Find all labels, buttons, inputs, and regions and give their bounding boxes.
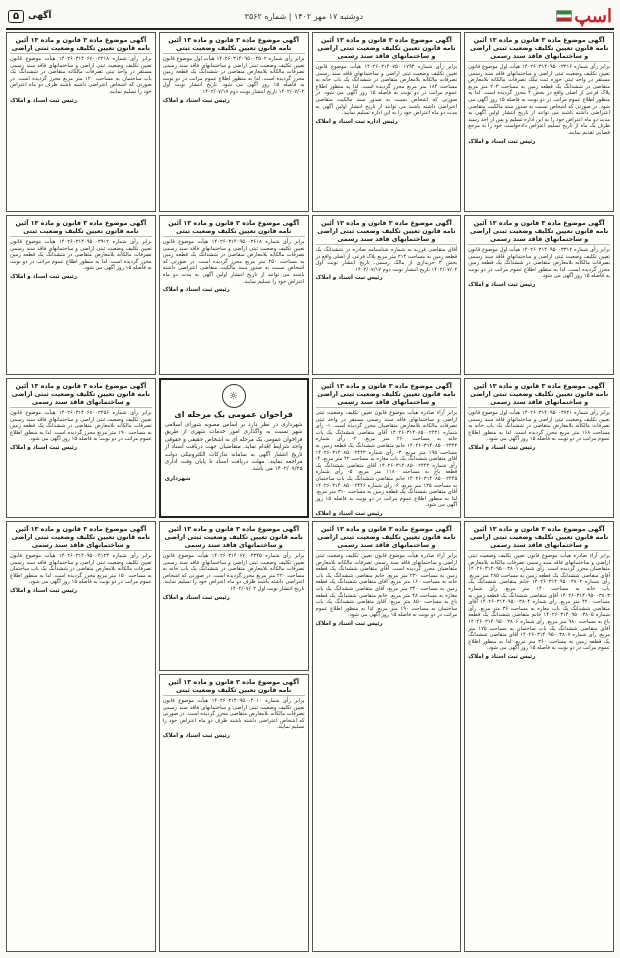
issue-date-line: دوشنبه ۱۷ مهر ۱۴۰۲ | شماره ۳۵۶۲ xyxy=(244,11,364,21)
ad-title: آگهی موضوع ماده ۳ قانون و ماده ۱۳ آئین نامه قانون تعیین تکلیف وضعیت ثبتی xyxy=(10,219,152,237)
ad-block xyxy=(159,521,309,671)
ad-block xyxy=(6,378,156,518)
ad-title: آگهی موضوع ماده ۳ قانون و ماده ۱۳ آئین نامه قانون تعیین تکلیف وضعیت ثبتی اراضی و ساختمانهای فاقد سند رسمی xyxy=(317,36,456,60)
ad-title: آگهی موضوع ماده ۳ قانون و ماده ۱۳ آئین نامه قانون تعیین تکلیف وضعیت ثبتی اراضی و ساختمانهای فاقد سند رسمی xyxy=(469,525,609,549)
ad-title: آگهی موضوع ماده ۳ قانون و ماده ۱۳ آئین نامه قانون تعیین تکلیف وضعیت ثبتی اراضی xyxy=(11,36,150,52)
page-header xyxy=(6,4,614,30)
ad-title: آگهی موضوع ماده ۳ قانون و ماده ۱۳ آئین نامه قانون تعیین تکلیف وضعیت ثبتی اراضی و ساختمانهای فاقد سند رسمی xyxy=(164,525,303,549)
ad-block xyxy=(464,521,614,952)
section-label: آگهی xyxy=(28,11,52,21)
ad-title: آگهی موضوع ماده ۳ قانون و ماده ۱۳ آئین نامه قانون تعیین تکلیف وضعیت ثبتی اراضی و ساختمانهای فاقد سند رسمی xyxy=(317,382,456,406)
ad-signature: رئیس ثبت اسناد و املاک xyxy=(10,444,78,451)
ad-signature: رئیس ثبت اسناد و املاک xyxy=(162,287,230,294)
emblem-icon: ☼ xyxy=(222,384,246,408)
ad-body: برابر آراء صادره هیأت موضوع قانون تعیین تکلیف وضعیت ثبتی اراضی و ساختمانهای فاقد سند رسمی تصرفات مالکانه بلامعارض متقاضیان محرز گردیده است. آقای متقاضی ششدانگ یک قطعه زمین به مساحت ۲۳۰ متر مربع. خانم متقاضی ششدانگ یک باب خانه به مساحت ۱۶۰ متر مربع. آقای متقاضی ششدانگ یک قطعه زمین به مساحت ۳۴۰ متر مربع. آقای متقاضی ششدانگ یک باب مغازه به مساحت ۴۸ متر مربع. خانم متقاضی ششدانگ یک قطعه باغ به مساحت ۸۵۰ متر مربع. آقای متقاضی ششدانگ یک باب ساختمان به مساحت ۱۹۰ متر مربع. لذا به منظور اطلاع عموم مراتب در دو نوبت به فاصله ۱۵ روز آگهی می شود. xyxy=(315,553,458,619)
ad-body: برابر رأی شماره ۱۴۰۲۶۰۳۱۴۰۹۵۰۰۴۰۱۰ هیأت موضوع قانون تعیین تکلیف وضعیت ثبتی اراضی و ساختمانهای فاقد سند رسمی تصرفات مالکانه بلامعارض متقاضی محرز گردیده است. در صورتی که اشخاص اعتراضی داشته باشند ظرف دو ماه اعتراض خود را تسلیم نمایند. xyxy=(162,698,305,731)
ad-body: برابر آراء صادره هیأت موضوع قانون تعیین تکلیف وضعیت ثبتی اراضی و ساختمانهای فاقد سند رسمی تصرفات مالکانه بلامعارض متقاضیان محرز گردیده است. رأی شماره ۱۴۰۲۶۰۳۱۴۰۹۵۰۰۳۸۰۱ آقای متقاضی ششدانگ یک قطعه زمین به مساحت ۲۸۵ متر مربع. رأی شماره ۱۴۰۲۶۰۳۱۴۰۹۵۰۰۳۸۰۲ خانم متقاضی ششدانگ یک باب خانه به مساحت ۱۴۰ متر مربع. رأی شماره ۱۴۰۲۶۰۳۱۴۰۹۵۰۰۳۸۰۳ آقای متقاضی ششدانگ یک قطعه زمین به مساحت ۴۲۰ متر مربع. رأی شماره ۱۴۰۲۶۰۳۱۴۰۹۵۰۰۳۸۰۴ آقای متقاضی ششدانگ یک باب مغازه به مساحت ۳۶ متر مربع. رأی شماره ۱۴۰۲۶۰۳۱۴۰۹۵۰۰۳۸۰۵ خانم متقاضی ششدانگ یک قطعه باغ به مساحت ۹۸۰ متر مربع. رأی شماره ۱۴۰۲۶۰۳۱۴۰۹۵۰۰۳۸۰۶ آقای متقاضی ششدانگ یک باب ساختمان به مساحت ۱۷۵ متر مربع. رأی شماره ۱۴۰۲۶۰۳۱۴۰۹۵۰۰۳۸۰۷ آقای متقاضی ششدانگ یک قطعه زمین به مساحت ۳۶۰ متر مربع. لذا به منظور اطلاع عموم مراتب در دو نوبت به فاصله ۱۵ روز آگهی می شود. xyxy=(468,553,611,652)
ad-signature: رئیس ثبت اسناد و املاک xyxy=(315,275,383,282)
ad-block xyxy=(159,215,309,375)
ad-block xyxy=(312,521,462,952)
page-badge xyxy=(8,10,51,23)
ad-block xyxy=(6,32,156,212)
ad-signature: رئیس ثبت اسناد و املاک xyxy=(468,281,536,288)
ad-title: آگهی موضوع ماده ۳ قانون و ماده ۱۳ آئین نامه قانون تعیین تکلیف وضعیت ثبتی xyxy=(163,36,305,54)
ad-body: آقای متقاضی فرزند به شماره شناسنامه صادره در ششدانگ یک قطعه زمین به مساحت ۲۱۴ متر مربع پلاک فرعی از اصلی واقع در بخش ۳ خریداری از مالک رسمی. تاریخ انتشار نوبت اول ۱۴۰۲/۰۷/۰۲ تاریخ انتشار نوبت دوم ۱۴۰۲/۰۷/۱۷ xyxy=(315,247,458,273)
ad-body: برابر آراء صادره هیأت موضوع قانون تعیین تکلیف وضعیت ثبتی اراضی و ساختمانهای فاقد سند رسمی مستقر در واحد ثبتی تصرفات مالکانه بلامعارض متقاضیان محرز گردیده است. ۱- رأی شماره ۱۴۰۲۶۰۳۱۴۰۸۵۰۰۲۴۴۱ آقای متقاضی ششدانگ یک باب خانه به مساحت ۲۶۰ متر مربع. ۲- رأی شماره ۱۴۰۲۶۰۳۱۴۰۸۵۰۰۲۴۴۲ خانم متقاضی ششدانگ یک قطعه زمین به مساحت ۱۹۵ متر مربع. ۳- رأی شماره ۱۴۰۲۶۰۳۱۴۰۸۵۰۰۲۴۴۳ آقای متقاضی ششدانگ یک باب مغازه به مساحت ۴۲ متر مربع. ۴- رأی شماره ۱۴۰۲۶۰۳۱۴۰۸۵۰۰۲۴۴۴ آقای متقاضی ششدانگ یک قطعه باغ به مساحت ۱۱۸۰ متر مربع. ۵- رأی شماره ۱۴۰۲۶۰۳۱۴۰۸۵۰۰۲۴۴۵ خانم متقاضی ششدانگ یک باب ساختمان به مساحت ۱۳۵ متر مربع. ۶- رأی شماره ۱۴۰۲۶۰۳۱۴۰۸۵۰۰۲۴۴۶ آقای متقاضی ششدانگ یک قطعه زمین به مساحت ۳۱۰ متر مربع. لذا به منظور اطلاع عموم مراتب در دو نوبت به فاصله ۱۵ روز آگهی می شود. xyxy=(315,410,458,509)
page-number: ۵ xyxy=(8,10,24,23)
ad-body: برابر رأی شماره ۱۴۰۲۶۰۳۱۴۰۹۵۰۰۳۴۱۶ هیأت اول موضوع قانون تعیین تکلیف وضعیت ثبتی اراضی و ساختمانهای فاقد سند رسمی مستقر در واحد ثبتی حوزه ثبت ملک تصرفات مالکانه بلامعارض متقاضی در ششدانگ یک قطعه زمین به مساحت ۲۰۳ متر مربع پلاک فرعی از اصلی واقع در بخش ۴ محرز گردیده است. لذا به منظور اطلاع عموم مراتب در دو نوبت به فاصله ۱۵ روز آگهی می شود. در صورتی که اشخاص نسبت به صدور سند مالکیت متقاضی اعتراضی داشته باشند می توانند از تاریخ انتشار اولین آگهی به مدت دو ماه اعتراض خود را به این اداره تسلیم و پس از اخذ رسید ظرف یک ماه از تاریخ تسلیم اعتراض دادخواست خود را به مرجع قضایی تقدیم نمایند. xyxy=(468,64,611,136)
ad-block xyxy=(464,378,614,518)
ad-signature: رئیس ثبت اسناد و املاک xyxy=(468,138,536,145)
ad-body: برابر رأی شماره ۱۴۰۲۶۰۳۱۴۰۹۵۰۰۳۹۱۲ هیأت موضوع قانون تعیین تکلیف وضعیت ثبتی اراضی و ساختمانهای فاقد سند رسمی تصرفات مالکانه بلامعارض متقاضی در ششدانگ یک قطعه زمین محرز گردیده است. لذا به منظور اطلاع عموم مراتب در دو نوبت به فاصله ۱۵ روز آگهی می شود. xyxy=(10,239,152,272)
ad-title: آگهی موضوع ماده ۳ قانون و ماده ۱۳ آئین نامه قانون تعیین تکلیف وضعیت ثبتی اراضی و ساختمانهای فاقد سند رسمی xyxy=(469,36,609,60)
ad-body: برابر رأی شماره ۱۴۰۲۶۰۳۱۴۰۶۷۰۰۲۳۴۵ هیأت موضوع قانون تعیین تکلیف وضعیت ثبتی اراضی و ساختمانهای فاقد سند رسمی تصرفات مالکانه بلامعارض متقاضی در ششدانگ یک باب خانه به مساحت ۲۲۰ متر مربع محرز گردیده است. در صورتی که اشخاص اعتراضی داشته باشند ظرف دو ماه اعتراض خود را تسلیم نمایند. تاریخ انتشار نوبت اول ۱۴۰۲/۰۷/۰۲ xyxy=(162,553,305,592)
ad-body: برابر رأی شماره ۱۴۰۲۶۰۳۱۴۰۶۷۰۰۲۲۱۸ هیأت موضوع قانون تعیین تکلیف وضعیت ثبتی اراضی و ساختمانهای فاقد سند رسمی مستقر در واحد ثبتی تصرفات مالکانه متقاضی در ششدانگ یک باب ساختمان به مساحت ۱۲۰ متر مربع محرز گردیده است. در صورتی که اشخاص اعتراضی داشته باشند ظرف دو ماه اعتراض خود را تسلیم نمایند. xyxy=(10,56,152,95)
ad-signature: رئیس ثبت اسناد و املاک xyxy=(468,444,536,451)
column-1 xyxy=(464,32,614,952)
ad-title: آگهی موضوع ماده ۳ قانون و ماده ۱۳ آئین نامه قانون تعیین تکلیف وضعیت ثبتی اراضی و ساختمانهای فاقد سند رسمی xyxy=(11,525,150,549)
ad-body: برابر رأی شماره ۱۴۰۲۶۰۳۱۴۰۹۵۰۰۴۱۲۳ هیأت موضوع قانون تعیین تکلیف وضعیت ثبتی اراضی و ساختمانهای فاقد سند رسمی تصرفات مالکانه بلامعارض متقاضی در ششدانگ یک باب ساختمان به مساحت ۱۵۰ متر مربع محرز گردیده است. لذا به منظور اطلاع عموم مراتب در دو نوبت به فاصله ۱۵ روز آگهی می شود. xyxy=(10,553,152,586)
ad-signature: رئیس ثبت اسناد و املاک xyxy=(315,620,383,627)
ad-title: آگهی موضوع ماده ۳ قانون و ماده ۱۳ آئین نامه قانون تعیین تکلیف وضعیت ثبتی اراضی و ساختمانهای فاقد سند رسمی xyxy=(469,219,609,243)
ad-signature: رئیس ثبت اسناد و املاک xyxy=(10,97,78,104)
ad-title: آگهی موضوع ماده ۳ قانون و ماده ۱۳ آئین نامه قانون تعیین تکلیف وضعیت ثبتی xyxy=(163,678,305,696)
ad-block xyxy=(159,674,309,952)
ad-block xyxy=(312,215,462,375)
ad-block xyxy=(312,378,462,518)
ad-signature: رئیس اداره ثبت اسناد و املاک xyxy=(315,118,398,125)
ad-block xyxy=(6,521,156,952)
ad-title: آگهی موضوع ماده ۳ قانون و ماده ۱۳ آئین نامه قانون تعیین تکلیف وضعیت ثبتی xyxy=(163,219,305,237)
ad-body: برابر رأی شماره ۱۴۰۲۶۰۳۱۴۰۷۵۰۰۱۷۹۴ هیأت موضوع قانون تعیین تکلیف وضعیت ثبتی اراضی و ساختمانهای فاقد سند رسمی تصرفات مالکانه بلامعارض متقاضی در ششدانگ یک باب خانه به مساحت ۱۸۴ متر مربع محرز گردیده است. لذا به منظور اطلاع عموم مراتب در دو نوبت به فاصله ۱۵ روز آگهی می شود. در صورتی که اشخاص نسبت به صدور سند مالکیت متقاضی اعتراضی داشته باشند می توانند از تاریخ انتشار اولین آگهی به مدت دو ماه اعتراض خود را به این اداره تسلیم نمایند. xyxy=(315,64,458,117)
ad-body: برابر رأی شماره ۱۴۰۲۶۰۳۱۴۰۹۵۰۰۳۵۰۲ هیأت اول موضوع قانون تعیین تکلیف وضعیت ثبتی اراضی و ساختمانهای فاقد سند رسمی تصرفات مالکانه بلامعارض متقاضی در ششدانگ یک قطعه زمین محرز گردیده است. لذا به منظور اطلاع عموم مراتب در دو نوبت به فاصله ۱۵ روز آگهی می شود. تاریخ انتشار نوبت اول ۱۴۰۲/۰۷/۰۲ تاریخ انتشار نوبت دوم ۱۴۰۲/۰۷/۱۷ xyxy=(162,56,305,95)
masthead-logo xyxy=(556,6,612,27)
notice-title: فراخوان عمومی یک مرحله ای xyxy=(174,410,293,419)
ad-body: برابر رأی شماره ۱۴۰۲۶۰۳۱۴۰۹۵۰۰۳۷۲۱ هیأت اول موضوع قانون تعیین تکلیف وضعیت ثبتی اراضی و ساختمانهای فاقد سند رسمی تصرفات مالکانه بلامعارض متقاضی در ششدانگ یک باب خانه به مساحت ۱۶۸ متر مربع محرز گردیده است. لذا به منظور اطلاع عموم مراتب در دو نوبت به فاصله ۱۵ روز آگهی می شود. xyxy=(468,410,611,443)
ads-grid xyxy=(6,32,614,952)
ad-block xyxy=(312,32,462,212)
ad-block xyxy=(6,215,156,375)
ad-block xyxy=(464,215,614,375)
flag-icon xyxy=(556,10,572,22)
logo-text: اسپ xyxy=(574,5,612,27)
ad-title: آگهی موضوع ماده ۳ قانون و ماده ۱۳ آئین نامه قانون تعیین تکلیف وضعیت ثبتی اراضی و ساختمانهای فاقد سند رسمی xyxy=(469,382,609,406)
public-tender-notice xyxy=(159,378,309,518)
ad-signature: رئیس ثبت اسناد و املاک xyxy=(162,732,230,739)
ad-block xyxy=(464,32,614,212)
ad-signature: رئیس ثبت اسناد و املاک xyxy=(315,510,383,517)
ad-signature: شهرداری xyxy=(164,475,191,482)
ad-body: برابر رأی شماره ۱۴۰۲۶۰۳۱۴۰۹۵۰۰۳۳۱۲ هیأت اول موضوع قانون تعیین تکلیف وضعیت ثبتی اراضی و ساختمانهای فاقد سند رسمی تصرفات مالکانه بلامعارض متقاضی در ششدانگ یک قطعه زمین محرز گردیده است. لذا به منظور اطلاع عموم مراتب در دو نوبت به فاصله ۱۵ روز آگهی می شود. xyxy=(468,247,611,280)
ad-body: برابر رأی شماره ۱۴۰۲۶۰۳۱۴۰۶۷۰۰۲۴۵۶ هیأت موضوع قانون تعیین تکلیف وضعیت ثبتی اراضی و ساختمانهای فاقد سند رسمی تصرفات مالکانه بلامعارض متقاضی در ششدانگ یک قطعه زمین به مساحت ۱۹۰ متر مربع محرز گردیده است. لذا به منظور اطلاع عموم مراتب در دو نوبت به فاصله ۱۵ روز آگهی می شود. xyxy=(10,410,152,443)
ad-title: آگهی موضوع ماده ۳ قانون و ماده ۱۳ آئین نامه قانون تعیین تکلیف وضعیت ثبتی اراضی و ساختمانهای فاقد سند رسمی xyxy=(317,525,456,549)
ad-title: آگهی موضوع ماده ۳ قانون و ماده ۱۳ آئین نامه قانون تعیین تکلیف وضعیت ثبتی اراضی و ساختمانهای فاقد سند رسمی xyxy=(317,219,456,243)
column-3 xyxy=(159,32,309,952)
ad-signature: رئیس ثبت اسناد و املاک xyxy=(468,653,536,660)
ad-block xyxy=(159,32,309,212)
ad-signature: رئیس ثبت اسناد و املاک xyxy=(162,97,230,104)
ad-signature: رئیس ثبت اسناد و املاک xyxy=(10,587,78,594)
column-2 xyxy=(312,32,462,952)
column-4 xyxy=(6,32,156,952)
ad-signature: رئیس ثبت اسناد و املاک xyxy=(10,273,78,280)
ad-body: برابر رأی شماره ۱۴۰۲۶۰۳۱۴۰۹۵۰۰۳۶۱۸ هیأت موضوع قانون تعیین تکلیف وضعیت ثبتی اراضی و ساختمانهای فاقد سند رسمی تصرفات مالکانه بلامعارض متقاضی در ششدانگ یک قطعه زمین به مساحت ۲۵۰ متر مربع محرز گردیده است. در صورتی که اشخاص نسبت به صدور سند مالکیت متقاضی اعتراضی داشته باشند می توانند از تاریخ انتشار اولین آگهی به مدت دو ماه اعتراض خود را تسلیم نمایند. xyxy=(162,239,305,285)
notice-body: شهرداری در نظر دارد بر اساس مصوبه شورای اسلامی شهر نسبت به واگذاری امور خدمات شهری از طریق فراخوان عمومی یک مرحله ای به اشخاص حقیقی و حقوقی واجد شرایط اقدام نماید. متقاضیان جهت دریافت اسناد از تاریخ انتشار آگهی به سامانه تدارکات الکترونیکی دولت مراجعه نمایند. مهلت دریافت اسناد تا پایان وقت اداری ۱۴۰۲/۰۷/۲۵ می باشد. xyxy=(164,422,303,473)
ad-title: آگهی موضوع ماده ۳ قانون و ماده ۱۳ آئین نامه قانون تعیین تکلیف وضعیت ثبتی اراضی و ساختمانهای فاقد سند رسمی xyxy=(11,382,150,406)
ad-signature: رئیس ثبت اسناد و املاک xyxy=(162,594,230,601)
